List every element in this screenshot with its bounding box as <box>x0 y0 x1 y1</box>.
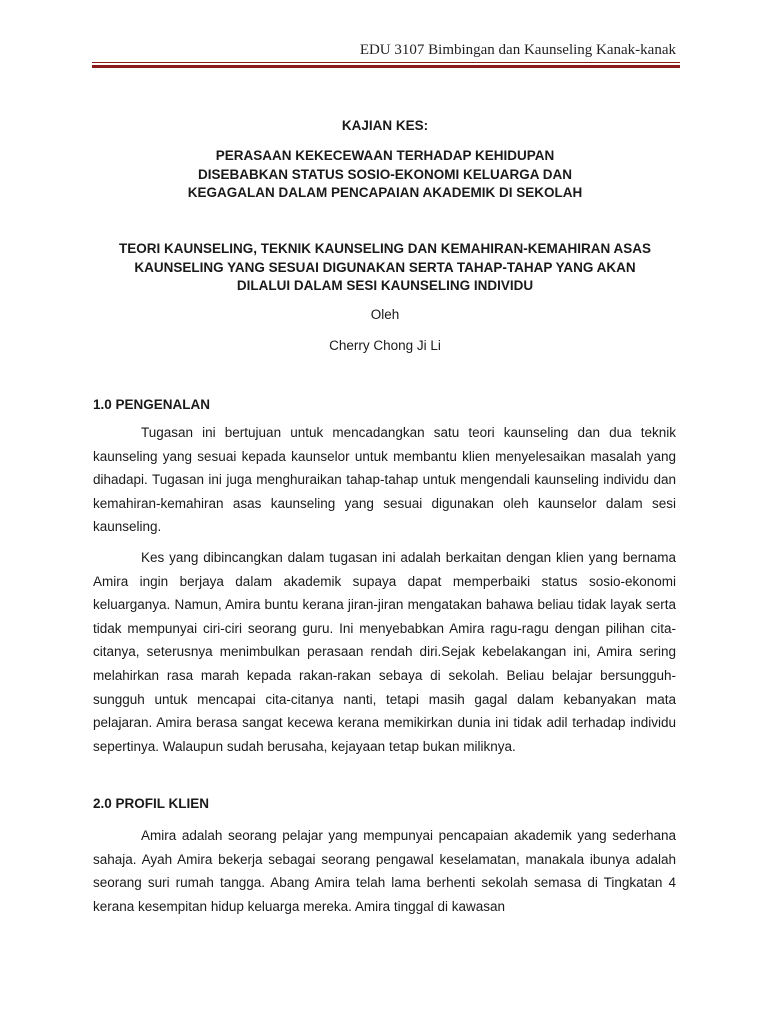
running-header: EDU 3107 Bimbingan dan Kaunseling Kanak-kanak <box>359 42 676 58</box>
paragraph: Tugasan ini bertujuan untuk mencadangkan satu teori kaunseling dan dua teknik kaunseling yang sesuai kepada kaunselor untuk membantu klien menyelesaikan masalah yang dihadapi. Tugasan ini juga menghuraikan tahap-tahap untuk mengendali kaunseling individu dan kemahiran-kemahiran asas kaunseling yang sesuai digunakan oleh kaunselor dalam sesi kaunseling. <box>93 425 676 535</box>
subtitle-line: PERASAAN KEKECEWAAN TERHADAP KEHIDUPAN <box>215 148 555 163</box>
paragraph: Kes yang dibincangkan dalam tugasan ini adalah berkaitan dengan klien yang bernama Amira ingin berjaya dalam akademik supaya dapat memperbaiki status sosio-ekonomi keluarganya. Namun, Amira buntu kerana jiran-jiran mengatakan bahawa beliau tidak layak serta tidak mempunyai ciri-ciri seorang guru. Ini menyebabkan Amira ragu-ragu dengan pilihan cita-citanya, seterusnya menimbulkan perasaan rendah diri.Sejak kebelakangan ini, Amira sering melahirkan rasa marah kepada rakan-rakan sebaya di sekolah. Beliau belajar bersungguh-sungguh untuk mencapai cita-citanya nanti, tetapi masih gagal dalam kebanyakan mata pelajaran. Amira berasa sangat kecewa kerana memikirkan dunia ini tidak adil terhadap individu sepertinya. Walaupun sudah berusaha, kejayaan tetap bukan miliknya. <box>93 550 676 754</box>
topic-line: TEORI KAUNSELING, TEKNIK KAUNSELING DAN KEMAHIRAN-KEMAHIRAN ASAS <box>118 241 651 256</box>
case-study-label: KAJIAN KES: <box>341 118 429 133</box>
paragraph: Amira adalah seorang pelajar yang mempunyai pencapaian akademik yang sederhana sahaja. Ayah Amira bekerja sebagai seorang pengawal keselamatan, manakala ibunya adalah seorang suri rumah tangga. Abang Amira telah lama berhenti sekolah semasa di Tingkatan 4 kerana kesempitan hidup keluarga mereka. Amira tinggal di kawasan <box>93 828 676 914</box>
topic-line: DILALUI DALAM SESI KAUNSELING INDIVIDU <box>236 278 534 293</box>
section-heading-client-profile: 2.0 PROFIL KLIEN <box>93 796 210 811</box>
author-name: Cherry Chong Ji Li <box>329 338 441 353</box>
subtitle-line: DISEBABKAN STATUS SOSIO-EKONOMI KELUARGA DAN <box>197 167 572 182</box>
topic-line: KAUNSELING YANG SESUAI DIGUNAKAN SERTA TAHAP-TAHAP YANG AKAN <box>134 260 636 275</box>
header-rule-thick <box>92 65 680 68</box>
header-rule-thin <box>92 62 680 63</box>
section-heading-introduction: 1.0 PENGENALAN <box>93 397 211 412</box>
by-label: Oleh <box>370 307 400 322</box>
subtitle-line: KEGAGALAN DALAM PENCAPAIAN AKADEMIK DI SEKOLAH <box>187 185 583 200</box>
